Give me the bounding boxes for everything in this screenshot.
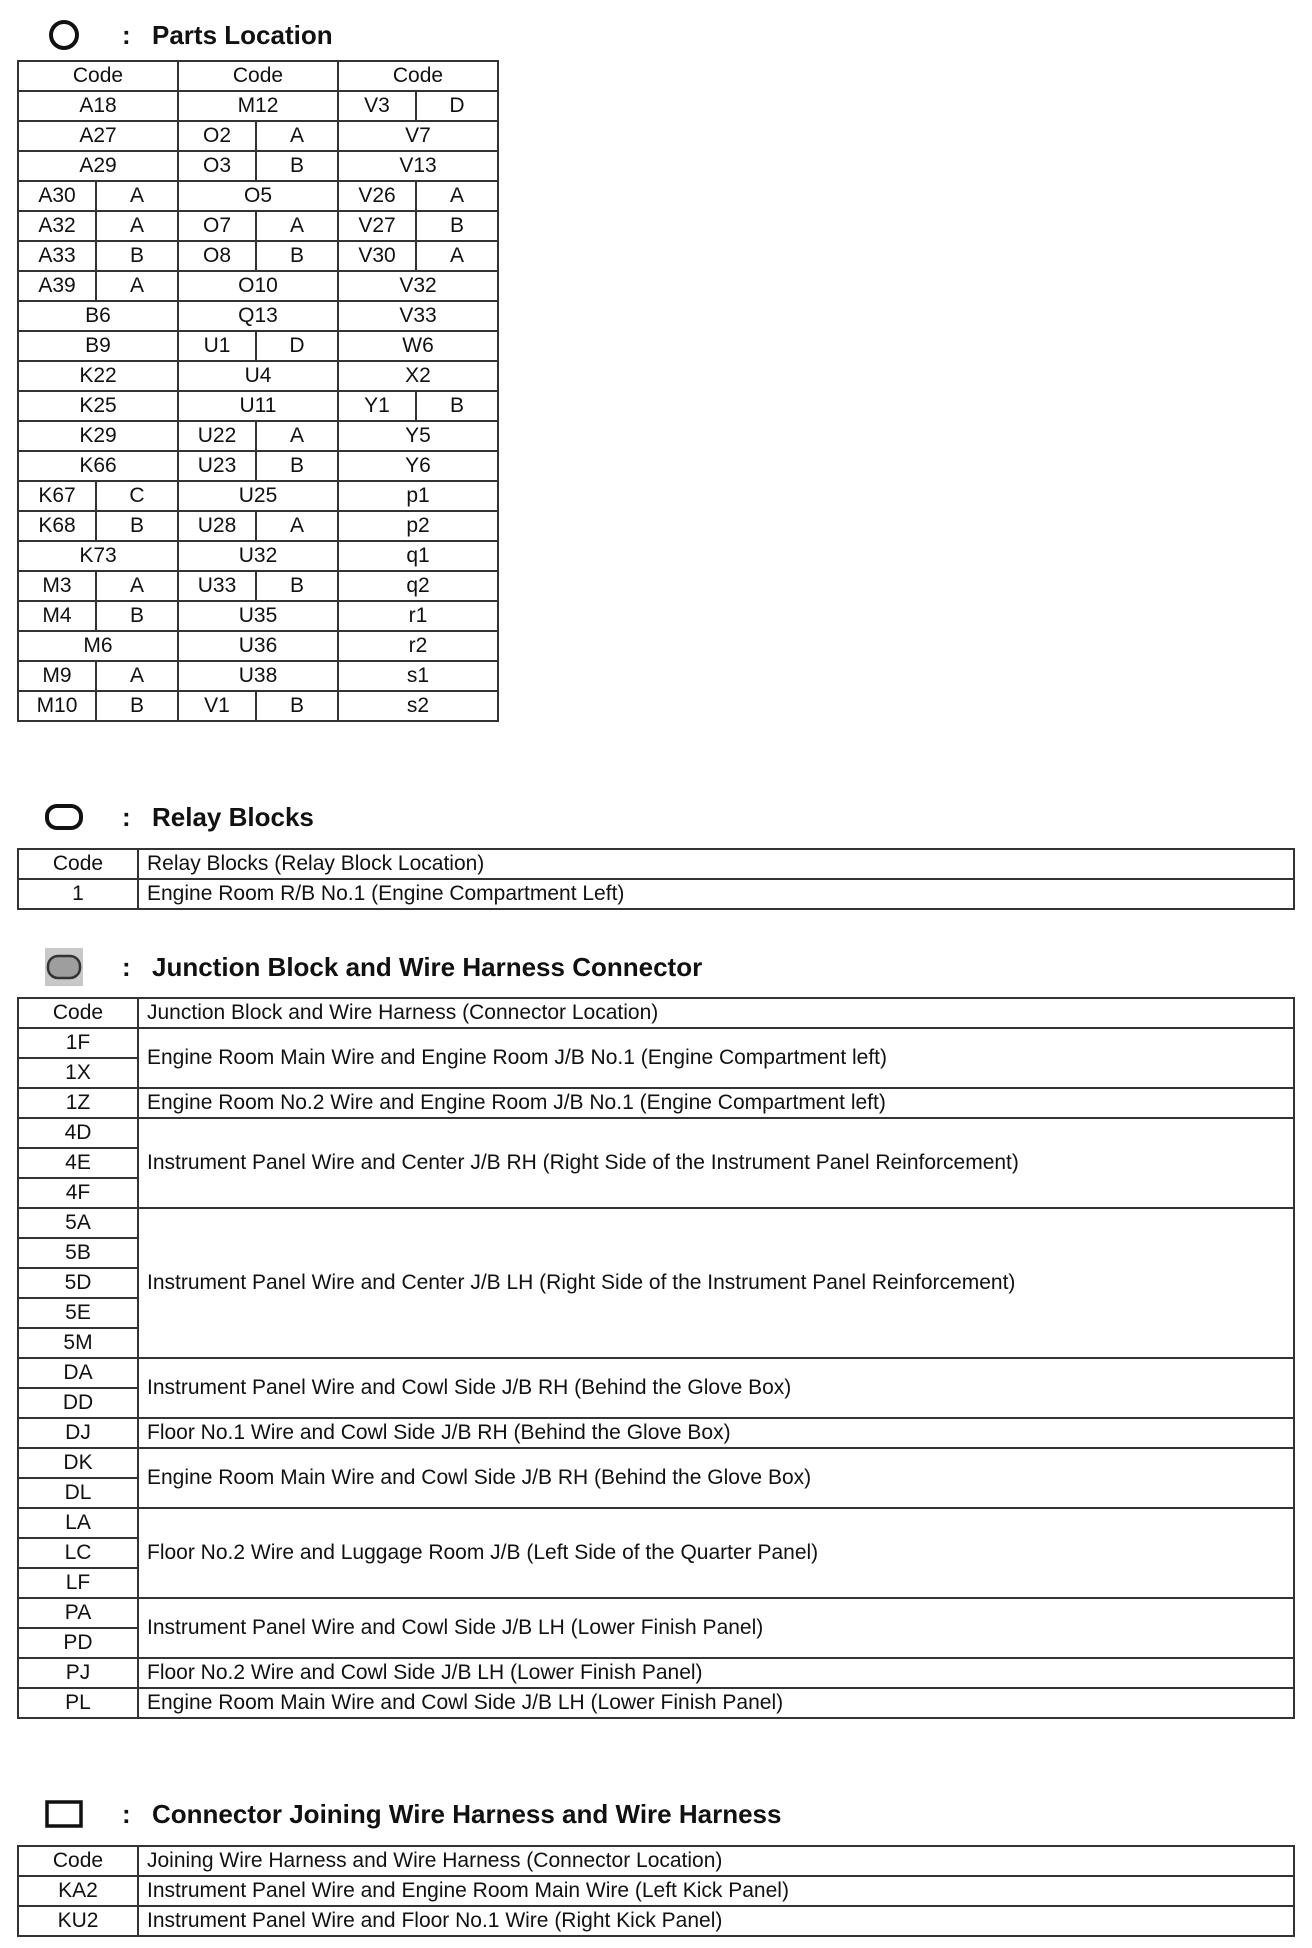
table-row (18, 121, 498, 151)
table-row (18, 1508, 1294, 1538)
location-description: Engine Room No.2 Wire and Engine Room J/B No.1 (Engine Compartment left) (138, 1088, 1294, 1118)
part-code: B9 (18, 331, 178, 361)
junction-block-heading (44, 947, 702, 987)
location-description: Instrument Panel Wire and Center J/B LH (Right Side of the Instrument Panel Reinforcement) (138, 1208, 1294, 1358)
header-code: Code (18, 849, 138, 879)
part-variant: B (96, 241, 178, 271)
part-variant: D (256, 331, 338, 361)
connector-code: DA (18, 1358, 138, 1388)
part-code: U25 (178, 481, 338, 511)
part-code: U33 (178, 571, 256, 601)
circle-symbol-icon (44, 17, 84, 53)
connector-code: KU2 (18, 1906, 138, 1936)
connector-code: 4D (18, 1118, 138, 1148)
joining-connector-heading (44, 1794, 781, 1834)
part-code: K68 (18, 511, 96, 541)
connector-code: 4E (18, 1148, 138, 1178)
joining-connector-table (17, 1845, 1295, 1937)
part-code: U1 (178, 331, 256, 361)
connector-code: 5D (18, 1268, 138, 1298)
connector-code: PA (18, 1598, 138, 1628)
part-code: U38 (178, 661, 338, 691)
part-code: O7 (178, 211, 256, 241)
part-code: U23 (178, 451, 256, 481)
part-code: W6 (338, 331, 498, 361)
table-row (18, 1688, 1294, 1718)
part-code: M3 (18, 571, 96, 601)
table-row (18, 1358, 1294, 1388)
table-row (18, 1658, 1294, 1688)
connector-code: PJ (18, 1658, 138, 1688)
part-code: r1 (338, 601, 498, 631)
table-row (18, 451, 498, 481)
part-code: p1 (338, 481, 498, 511)
table-row (18, 241, 498, 271)
part-code: V33 (338, 301, 498, 331)
header-code: Code (18, 1846, 138, 1876)
connector-code: DD (18, 1388, 138, 1418)
connector-code: 1 (18, 879, 138, 909)
table-row (18, 421, 498, 451)
table-row (18, 1598, 1294, 1628)
parts-location-table (17, 60, 499, 722)
part-code: V32 (338, 271, 498, 301)
section-title: Parts Location (152, 19, 333, 50)
heading-colon: : (122, 951, 131, 982)
part-code: O8 (178, 241, 256, 271)
part-variant: A (96, 271, 178, 301)
header-code: Code (178, 61, 338, 91)
header-description: Relay Blocks (Relay Block Location) (138, 849, 1294, 879)
table-row (18, 879, 1294, 909)
part-code: M4 (18, 601, 96, 631)
table-row (18, 631, 498, 661)
connector-code: DJ (18, 1418, 138, 1448)
part-code: V30 (338, 241, 416, 271)
part-code: A32 (18, 211, 96, 241)
part-code: A29 (18, 151, 178, 181)
part-code: O3 (178, 151, 256, 181)
table-row (18, 691, 498, 721)
section-title: Connector Joining Wire Harness and Wire Harness (152, 1798, 782, 1829)
connector-code: DK (18, 1448, 138, 1478)
part-code: K25 (18, 391, 178, 421)
header-code: Code (18, 61, 178, 91)
table-row (18, 301, 498, 331)
table-row (18, 1876, 1294, 1906)
part-code: A18 (18, 91, 178, 121)
part-code: U36 (178, 631, 338, 661)
part-code: U35 (178, 601, 338, 631)
part-variant: A (416, 241, 498, 271)
table-row (18, 571, 498, 601)
table-row (18, 181, 498, 211)
part-code: K22 (18, 361, 178, 391)
part-code: V1 (178, 691, 256, 721)
header-code: Code (338, 61, 498, 91)
heading-colon: : (122, 19, 131, 50)
table-header-row (18, 61, 498, 91)
connector-code: PL (18, 1688, 138, 1718)
table-row (18, 601, 498, 631)
location-description: Floor No.2 Wire and Luggage Room J/B (Left Side of the Quarter Panel) (138, 1508, 1294, 1598)
part-variant: A (416, 181, 498, 211)
part-code: U22 (178, 421, 256, 451)
table-row (18, 1028, 1294, 1058)
location-description: Instrument Panel Wire and Center J/B RH (Right Side of the Instrument Panel Reinforcement) (138, 1118, 1294, 1208)
part-variant: B (256, 151, 338, 181)
connector-code: 5E (18, 1298, 138, 1328)
part-code: Y1 (338, 391, 416, 421)
part-variant: B (416, 391, 498, 421)
part-code: K67 (18, 481, 96, 511)
table-row (18, 91, 498, 121)
part-variant: B (256, 571, 338, 601)
header-code: Code (18, 998, 138, 1028)
table-row (18, 1448, 1294, 1478)
part-code: M12 (178, 91, 338, 121)
part-variant: C (96, 481, 178, 511)
part-code: U11 (178, 391, 338, 421)
table-header-row (18, 849, 1294, 879)
connector-code: 1F (18, 1028, 138, 1058)
part-code: A27 (18, 121, 178, 151)
connector-code: LA (18, 1508, 138, 1538)
part-code: A39 (18, 271, 96, 301)
part-variant: A (256, 211, 338, 241)
part-code: r2 (338, 631, 498, 661)
connector-code: 5A (18, 1208, 138, 1238)
location-description: Engine Room Main Wire and Cowl Side J/B LH (Lower Finish Panel) (138, 1688, 1294, 1718)
table-row (18, 511, 498, 541)
table-row (18, 331, 498, 361)
part-code: Q13 (178, 301, 338, 331)
location-description: Engine Room R/B No.1 (Engine Compartment Left) (138, 879, 1294, 909)
part-code: V27 (338, 211, 416, 241)
part-variant: B (256, 451, 338, 481)
rounded-rect-symbol-icon (44, 799, 84, 835)
connector-code: DL (18, 1478, 138, 1508)
part-code: U4 (178, 361, 338, 391)
location-description: Instrument Panel Wire and Floor No.1 Wire (Right Kick Panel) (138, 1906, 1294, 1936)
part-variant: A (256, 511, 338, 541)
table-row (18, 1208, 1294, 1238)
connector-code: LF (18, 1568, 138, 1598)
part-code: q1 (338, 541, 498, 571)
section-title: Junction Block and Wire Harness Connector (152, 951, 703, 982)
table-header-row (18, 998, 1294, 1028)
part-code: K29 (18, 421, 178, 451)
location-description: Engine Room Main Wire and Engine Room J/B No.1 (Engine Compartment left) (138, 1028, 1294, 1088)
part-code: V3 (338, 91, 416, 121)
part-code: p2 (338, 511, 498, 541)
part-code: Y6 (338, 451, 498, 481)
part-code: s2 (338, 691, 498, 721)
connector-code: 4F (18, 1178, 138, 1208)
relay-blocks-table (17, 848, 1295, 910)
table-row (18, 361, 498, 391)
part-variant: B (96, 601, 178, 631)
table-row (18, 211, 498, 241)
part-code: q2 (338, 571, 498, 601)
part-code: A30 (18, 181, 96, 211)
part-code: K66 (18, 451, 178, 481)
part-variant: B (416, 211, 498, 241)
heading-colon: : (122, 801, 131, 832)
part-variant: D (416, 91, 498, 121)
part-code: V26 (338, 181, 416, 211)
connector-code: PD (18, 1628, 138, 1658)
part-code: M10 (18, 691, 96, 721)
part-code: V13 (338, 151, 498, 181)
connector-code: 5M (18, 1328, 138, 1358)
part-code: U32 (178, 541, 338, 571)
location-description: Instrument Panel Wire and Engine Room Main Wire (Left Kick Panel) (138, 1876, 1294, 1906)
part-variant: A (256, 121, 338, 151)
section-title: Relay Blocks (152, 801, 314, 832)
header-description: Junction Block and Wire Harness (Connector Location) (138, 998, 1294, 1028)
part-code: V7 (338, 121, 498, 151)
part-code: A33 (18, 241, 96, 271)
table-row (18, 1906, 1294, 1936)
table-header-row (18, 1846, 1294, 1876)
parts-location-heading (44, 15, 333, 55)
part-variant: B (256, 241, 338, 271)
table-row (18, 541, 498, 571)
table-row (18, 271, 498, 301)
table-row (18, 391, 498, 421)
header-description: Joining Wire Harness and Wire Harness (Connector Location) (138, 1846, 1294, 1876)
connector-code: 1Z (18, 1088, 138, 1118)
table-row (18, 1418, 1294, 1448)
table-row (18, 1088, 1294, 1118)
part-variant: A (96, 181, 178, 211)
location-description: Floor No.2 Wire and Cowl Side J/B LH (Lower Finish Panel) (138, 1658, 1294, 1688)
part-code: K73 (18, 541, 178, 571)
part-code: O5 (178, 181, 338, 211)
part-code: M6 (18, 631, 178, 661)
part-code: U28 (178, 511, 256, 541)
part-variant: A (96, 661, 178, 691)
connector-code: LC (18, 1538, 138, 1568)
part-variant: A (96, 211, 178, 241)
part-variant: B (96, 511, 178, 541)
square-symbol-icon (44, 1796, 84, 1832)
shaded-rounded-rect-symbol-icon (44, 949, 84, 985)
table-row (18, 481, 498, 511)
table-row (18, 151, 498, 181)
part-variant: A (256, 421, 338, 451)
location-description: Instrument Panel Wire and Cowl Side J/B LH (Lower Finish Panel) (138, 1598, 1294, 1658)
part-variant: A (96, 571, 178, 601)
location-description: Floor No.1 Wire and Cowl Side J/B RH (Behind the Glove Box) (138, 1418, 1294, 1448)
part-code: O2 (178, 121, 256, 151)
part-code: B6 (18, 301, 178, 331)
part-code: X2 (338, 361, 498, 391)
connector-code: 5B (18, 1238, 138, 1268)
part-code: s1 (338, 661, 498, 691)
relay-blocks-heading (44, 797, 314, 837)
part-code: O10 (178, 271, 338, 301)
table-row (18, 1118, 1294, 1148)
table-row (18, 661, 498, 691)
junction-block-table (17, 997, 1295, 1719)
connector-code: 1X (18, 1058, 138, 1088)
part-code: M9 (18, 661, 96, 691)
connector-code: KA2 (18, 1876, 138, 1906)
part-code: Y5 (338, 421, 498, 451)
part-variant: B (256, 691, 338, 721)
heading-colon: : (122, 1798, 131, 1829)
location-description: Engine Room Main Wire and Cowl Side J/B RH (Behind the Glove Box) (138, 1448, 1294, 1508)
location-description: Instrument Panel Wire and Cowl Side J/B RH (Behind the Glove Box) (138, 1358, 1294, 1418)
part-variant: B (96, 691, 178, 721)
